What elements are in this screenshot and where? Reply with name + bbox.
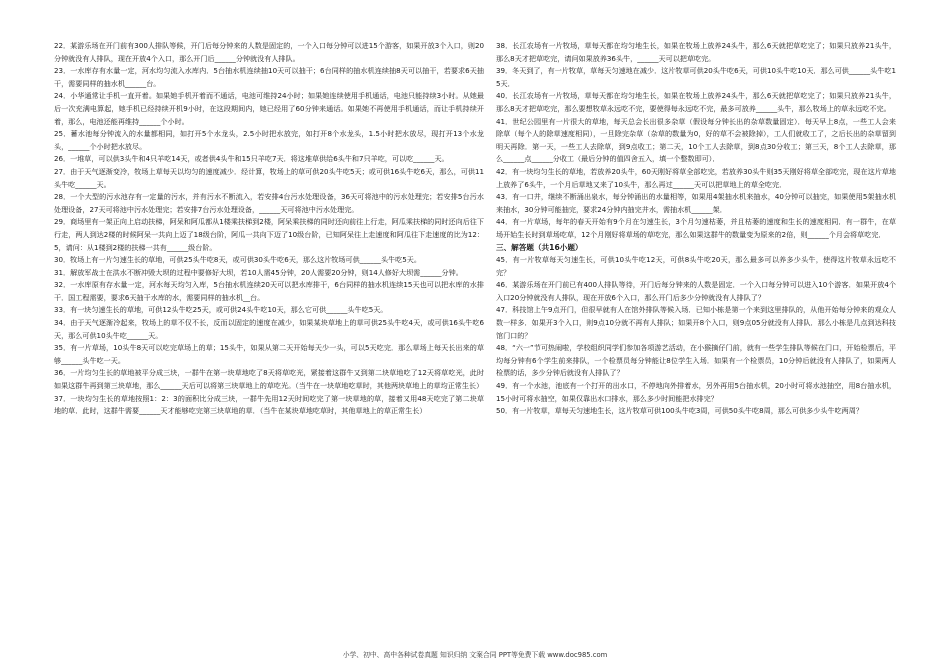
question-31: 31．解放军战士在洪水不断冲毁大坝的过程中要修好大坝，若10人需45分钟，20人需要20分钟，则14人修好大坝需______分钟。 [54,267,463,277]
question-24: 24．小华通常让手机一直开着。如果她手机开着而不通话，电池可维持24小时；如果她连续使用手机通话，电池只能持续3小时。从她最后一次充满电算起，她手机已经持续开机9小时，在这段期间内，她已经用了60分钟来通话。如果她不再使用手机通话，而让手机持续开着，那么，电池还能再维持______个小时。 [54,91,484,126]
question-41: 41．世纪公园里有一片很大的草地，每天总会长出很多杂草（假设每分钟长出的杂草数量固定）．每天早上8点，一些工人会来除草（每个人的除草速度相同），一旦除完杂草（杂草的数量为0，好的草不会被除掉），工人们就收工了，之后长出的杂草留到明天再除．第一天，一些工人去除草，到9点收工；第二天，10个工人去除草，到8点30分收工；第三天，8个工人去除草，那么______点______分收工（最后分钟的值四舍五入，填一个整数即可）． [496,116,896,164]
question-44: 44．有一片草场，每年的春天开始有9个月在匀速生长，3个月匀速枯萎，并且枯萎的速度和生长的速度相同．有一群牛，在草场开始生长时到草场吃草，12个月刚好将草场的草吃完，那么如果这群牛的数量变为原来的2倍，则______个月会将草吃完． [496,217,896,239]
question-45: 45．有一片牧草每天匀速生长，可供10头牛吃12天，可供8头牛吃20天，那么最多可以养多少头牛，使得这片牧草永远吃不完？ [496,255,896,277]
question-33: 33．有一块匀速生长的草地，可供12头牛吃25天，或可供24头牛吃10天，那么它可供______头牛吃5天。 [54,305,388,315]
question-30: 30．牧场上有一片匀速生长的草地，可供25头牛吃8天，或可供30头牛吃6天，那么这片牧场可供______头牛吃5天。 [54,255,421,265]
question-40: 40．长江农场有一片牧场，草每天都在均匀地生长，如果在牧场上放养24头牛，那么6天就把草吃完了；如果只放养21头牛，那么8天才把草吃完，那么要想牧草永远吃不完，要使得每永远吃不完，最多可放养______头牛，那么牧场上的草永远吃不完。 [496,91,896,113]
question-27: 27．由于天气逐渐变冷，牧场上草每天以均匀的速度减少．经计算，牧场上的草可供20头牛吃5天；或可供16头牛吃6天，那么，可供11头牛吃______天。 [54,166,484,189]
question-34: 34．由于天气逐渐冷起来，牧场上的草不仅不长，反而以固定的速度在减少，如果某块草地上的草可供25头牛吃4天，或可供16头牛吃6天，那么可供10头牛吃______天。 [54,318,484,340]
question-42: 42．有一块均匀生长的草地，若放养20头牛，60天刚好将草全部吃完，若放养30头牛则35天刚好将草全部吃完，现在这片草地上放养了6头牛，一个月后草地又来了10头牛，那么再过______天可以把草地上的草全吃完． [496,166,896,189]
question-50: 50．有一片牧草，草每天匀速地生长，这片牧草可供100头牛吃3周，可供50头牛吃8周，那么可供多少头牛吃两周？ [496,406,863,416]
question-29: 29．商场里有一架正向上启动扶梯，阿呆和阿瓜都从1楼乘扶梯到2楼，阿呆乘扶梯的同时还向前往上行走，阿瓜乘扶梯的同时还向后往下行走，两人到达2楼的时候阿呆一共向上迈了18级台阶，阿瓜一共向下迈了10级台阶，已知阿呆往上走速度和阿瓜往下走速度的比为12：5，请问：从1楼到2楼的扶梯一共有______级台阶。 [54,217,484,252]
question-46: 46．某游乐场在开门前已有400人排队等待，开门后每分钟来的人数是固定．一个入口每分钟可以进入10个游客．如果开放4个入口20分钟就没有人排队，现在开放6个入口，那么开门后多少分钟就没有人排队了？ [496,280,896,302]
question-48: 48．“六一”节可热闹啦，学校组织同学们参加各项游艺活动，在小猴摘仔门前，就有一些学生排队等候在门口，开始检票后，平均每分钟有6个学生前来排队，一个检票员每分钟能让8位学生入场．如果有一个检票员，10分钟后就没有人排队了，如果两人检票的话，多少分钟后就没有人排队了？ [496,343,896,378]
section-title: 三、解答题（共16小题） [496,242,583,252]
left-column [54,40,484,418]
question-32: 32．一水库原有存水量一定，河水每天均匀入库，5台抽水机连续20天可以把水库排干，6台同样的抽水机连续15天也可以把水库的水排干．国工程需要，要求6天抽干水库的水，需要同样的抽水机__台。 [54,280,484,302]
right-column [496,40,896,418]
question-35: 35．有一片草场，10头牛8天可以吃完草场上的草；15头牛，如果从第二天开始每天少一头，可以5天吃完．那么草场上每天长出来的草够______头牛吃一天。 [54,343,484,365]
question-28: 28．一个大型的污水池存有一定量的污水，并有污水不断流入，若安排4台污水处理设备，36天可将池中的污水处理完；若安排5台污水处理设备，27天可将池中污水处理完；若安排7台污水处理设备，______天可将池中污水处理完。 [54,192,484,214]
question-23: 23．一水库存有水量一定，河水均匀流入水库内．5台抽水机连续抽10天可以抽干；6台同样的抽水机连续抽8天可以抽干，若要求6天抽干，需要同样的抽水机______台。 [54,66,484,88]
question-38: 38．长江农场有一片牧场，草每天都在均匀地生长，如果在牧场上放养24头牛，那么6天就把草吃完了；如果只放养21头牛，那么8天才把草吃完，请问如果放养36头牛，______天可以把草吃完。 [496,41,896,63]
question-43: 43．有一口井，继续不断涌出泉水，每分钟涌出的水量相等，如果用4架抽水机来抽水，40分钟可以抽完，如果使用5架抽水机来抽水，30分钟可能抽完，要求24分钟内抽完井水，需抽水机______架． [496,192,896,214]
question-47: 47．科技馆上午9点开门，但很早就有人在馆外排队等候入场．已知小栋是第一个来到这里排队的，从他开始每分钟来的观众人数一样多．如果开3个入口，则9点10分就不再有人排队；如果开8个入口，则9点05分就没有人排队．那么小栋是几点到达科技馆门口的？ [496,305,896,340]
page-footer: 小学、初中、高中各种试卷真题 知识归纳 文案合同 PPT等免费下载 www.doc985.com [342,651,608,659]
question-49: 49．有一个水池，池底有一个打开的出水口，不停地向外排着水，另外再用5台抽水机，20小时可将水池抽空，用8台抽水机，15小时可将水抽空，如果仅靠出水口排水，那么多少时间能把水排完？ [496,381,896,403]
question-39: 39．冬天到了，有一片牧草，草每天匀速地在减少．这片牧草可供20头牛吃6天，可供10头牛吃10天．那么可供______头牛吃15天． [496,66,896,88]
question-36: 36．一片均匀生长的草地被平分成三块，一群牛在第一块草地吃了8天将草吃光，紧接着这群牛又到第二块草地吃了12天将草吃光，此时如果这群牛再到第三块草地，那么______天后可以将第三块草地上的草吃光。（当牛在一块草地吃草时，其他两块草地上的草均正常生长） [54,368,484,391]
question-26: 26．一堆草，可以供3头牛和4只羊吃14天，或者供4头牛和15只羊吃7天．将这堆草供给6头牛和7只羊吃，可以吃______天。 [54,154,449,164]
question-37: 37．一块均匀生长的草地按照1：2：3的面积比分成三块，一群牛先用12天时间吃完了第一块草地的草，接着又用48天吃完了第二块草地的草．此时，这群牛需要______天才能够吃完第三块草地的草．（当牛在某块草地吃草时，其他草地上的草正常生长） [54,393,484,416]
question-25: 25．蓄水池每分钟流入的水量都相同，如打开5个水龙头，2.5小时把水放完，如打开8个水龙头，1.5小时把水放尽，现打开13个水龙头，______个小时把水放尽。 [54,129,484,151]
question-22: 22．某游乐场在开门前有300人排队等候，开门后每分钟来的人数是固定的，一个入口每分钟可以进15个游客，如果开放3个入口，则20分钟就没有人排队，现在开放4个入口，那么开门后______分钟就没有人排队。 [54,41,484,63]
